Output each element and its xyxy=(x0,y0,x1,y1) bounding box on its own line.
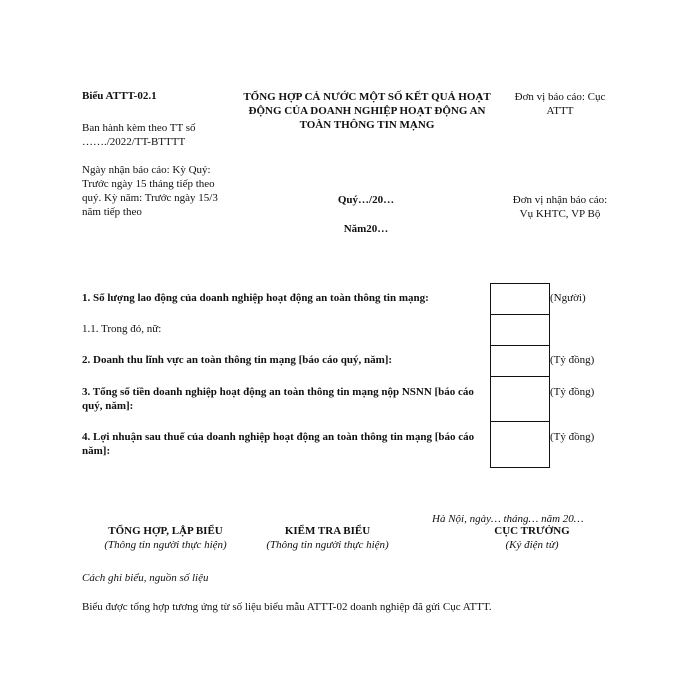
director-note: (Ký điện tử) xyxy=(505,539,559,551)
item-1-unit: (Người) xyxy=(550,292,586,304)
item-3-label xyxy=(82,385,474,413)
signature-compiler xyxy=(78,525,253,551)
issued-line-1: Ban hành kèm theo TT số xyxy=(82,122,196,134)
notes-heading: Cách ghi biểu, nguồn số liệu xyxy=(82,572,209,584)
quarter-label: Quý…/20… xyxy=(337,194,395,206)
item-4-value-box[interactable] xyxy=(490,421,550,468)
item-1-1-label: 1.1. Trong đó, nữ: xyxy=(82,323,162,335)
receive-line-3: quý. Kỳ năm: Trước ngày 15/3 xyxy=(82,192,218,204)
year-label: Năm20… xyxy=(343,223,389,235)
item-3-line-1: 3. Tổng số tiền doanh nghiệp hoạt động an toàn thông tin mạng nộp NSNN [báo cáo xyxy=(82,386,474,398)
director-title: CỤC TRƯỞNG xyxy=(494,525,570,537)
item-4-line-2: năm]: xyxy=(82,445,111,457)
compiler-title: TỔNG HỢP, LẬP BIỂU xyxy=(108,525,223,537)
item-4-unit: (Tỷ đồng) xyxy=(550,431,595,443)
item-3-line-2: quý, năm]: xyxy=(82,400,134,412)
receive-date-text xyxy=(82,163,218,219)
form-code: Biểu ATTT-02.1 xyxy=(82,90,157,102)
notes-body: Biểu được tổng hợp tương ứng từ số liệu biểu mẫu ATTT-02 doanh nghiệp đã gửi Cục ATTT. xyxy=(82,601,492,613)
item-3-value-box[interactable] xyxy=(490,376,550,422)
item-1-value-box[interactable] xyxy=(490,283,550,315)
title-line-3: TOÀN THÔNG TIN MẠNG xyxy=(299,119,435,131)
item-3-unit: (Tỷ đồng) xyxy=(550,386,595,398)
receiver-line-2: Vụ KHTC, VP Bộ xyxy=(519,208,601,220)
reporter-line-2: ATTT xyxy=(546,105,574,117)
receive-line-4: năm tiếp theo xyxy=(82,206,142,218)
issued-line-2: ……./2022/TT-BTTTT xyxy=(82,136,186,148)
signature-director xyxy=(452,525,612,551)
title-line-2: ĐỘNG CỦA DOANH NGHIỆP HOẠT ĐỘNG AN xyxy=(248,105,486,117)
compiler-note: (Thông tin người thực hiện) xyxy=(104,539,227,551)
item-4-line-1: 4. Lợi nhuận sau thuế của doanh nghiệp hoạt động an toàn thông tin mạng [báo cáo xyxy=(82,431,475,443)
receiver-line-1: Đơn vị nhận báo cáo: xyxy=(512,194,608,206)
checker-note: (Thông tin người thực hiện) xyxy=(266,539,389,551)
item-2-label: 2. Doanh thu lĩnh vực an toàn thông tin mạng [báo cáo quý, năm]: xyxy=(82,354,393,366)
item-2-value-box[interactable] xyxy=(490,345,550,377)
item-2-unit: (Tỷ đồng) xyxy=(550,354,595,366)
item-1-1-value-box[interactable] xyxy=(490,314,550,346)
reporting-unit xyxy=(500,90,620,118)
signature-checker xyxy=(240,525,415,551)
title-line-1: TỔNG HỢP CẢ NƯỚC MỘT SỐ KẾT QUẢ HOẠT xyxy=(243,91,491,103)
receive-line-1: Ngày nhận báo cáo: Kỳ Quý: xyxy=(82,164,211,176)
item-1-label: 1. Số lượng lao động của doanh nghiệp hoạt động an toàn thông tin mạng: xyxy=(82,292,429,304)
reporter-line-1: Đơn vị báo cáo: Cục xyxy=(514,91,606,103)
item-4-label xyxy=(82,430,474,458)
signature-date-line: Hà Nội, ngày… tháng… năm 20… xyxy=(432,513,584,525)
receive-line-2: Trước ngày 15 tháng tiếp theo xyxy=(82,178,215,190)
receiving-unit xyxy=(500,193,620,221)
checker-title: KIỂM TRA BIỂU xyxy=(284,525,371,537)
report-title xyxy=(222,90,512,132)
issued-by-text xyxy=(82,121,196,149)
